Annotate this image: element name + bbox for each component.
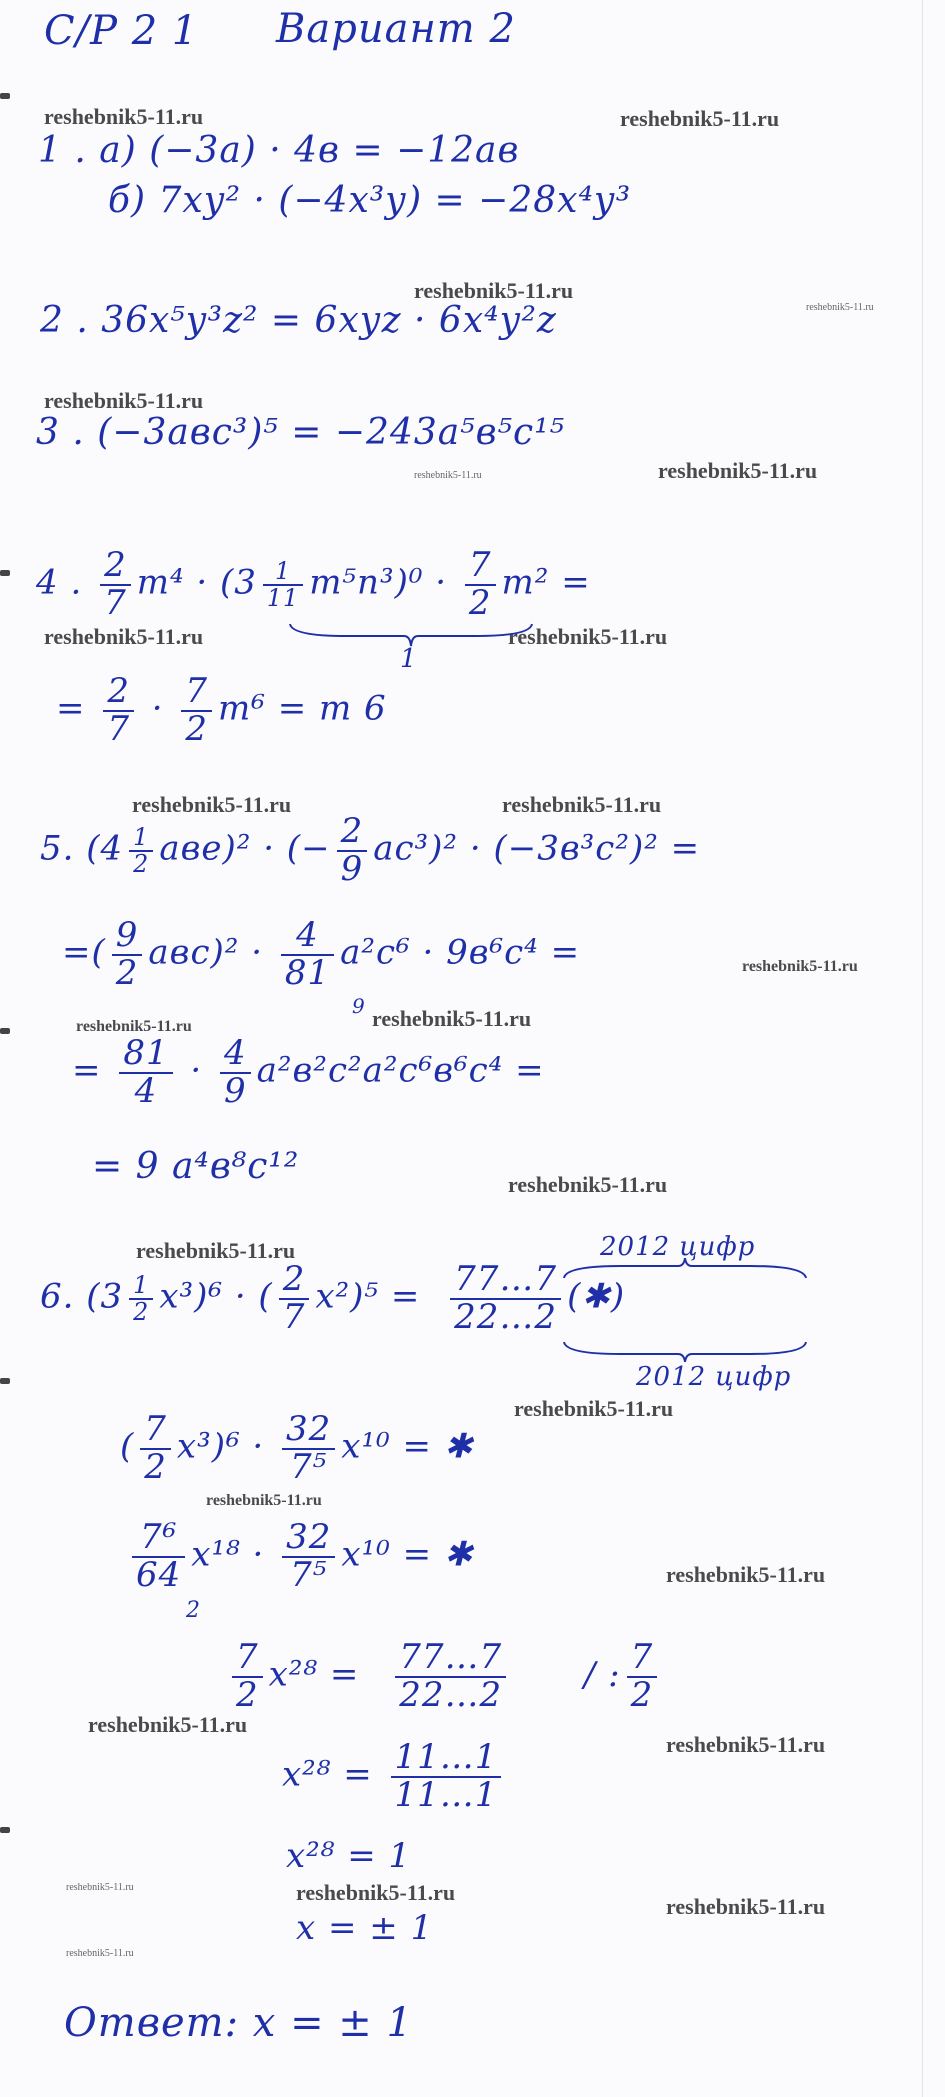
numerator: 7 xyxy=(627,1640,658,1678)
task5-line3 xyxy=(72,1033,545,1111)
denominator: 2 xyxy=(115,952,139,993)
denominator: 7 xyxy=(107,708,130,749)
watermark: reshebnik5-11.ru xyxy=(666,1562,826,1587)
watermark: reshebnik5-11.ru xyxy=(666,1894,826,1919)
task5-label: 5. xyxy=(40,828,75,869)
expression-part: х³)⁶ · xyxy=(176,1426,277,1467)
page-edge-line xyxy=(922,0,923,2097)
numerator: 2 xyxy=(100,548,131,586)
expression-part: = xyxy=(56,688,86,729)
denominator: 7⁵ xyxy=(290,1554,328,1595)
expression-part: х¹⁰ = ✱ xyxy=(341,1534,474,1575)
expression-part: ( xyxy=(120,1426,135,1467)
answer-line: Ответ: х = ± 1 xyxy=(64,2000,413,2046)
task1b-expression: 7ху² · (−4х³у) = −28х⁴у³ xyxy=(158,180,632,221)
expression-part: х²⁸ = xyxy=(268,1654,360,1695)
digit-fraction xyxy=(391,1737,502,1815)
watermark: reshebnik5-11.ru xyxy=(66,1882,134,1893)
watermark: reshebnik5-11.ru xyxy=(414,278,574,303)
denominator: 9 xyxy=(340,848,364,889)
numerator: 81 xyxy=(119,1036,172,1074)
denominator: 2 xyxy=(468,582,492,623)
watermark: reshebnik5-11.ru xyxy=(76,1018,192,1035)
denominator: 2 xyxy=(133,1297,150,1326)
denominator: 2 xyxy=(133,849,150,878)
underbrace xyxy=(560,1340,810,1362)
reduction-note: 9 xyxy=(352,994,366,1018)
division-mark: / : xyxy=(583,1654,621,1695)
task6-line6: х²⁸ = 1 xyxy=(286,1836,412,1876)
expression-part: m⁶ = m 6 xyxy=(218,688,387,729)
numerator: 1 xyxy=(263,559,303,586)
task1a-label: 1 . а) xyxy=(38,130,137,171)
task6-line5 xyxy=(282,1737,507,1815)
watermark: reshebnik5-11.ru xyxy=(806,302,874,313)
denominator: 81 xyxy=(284,952,331,993)
numerator: 32 xyxy=(282,1520,335,1558)
mixed-fraction xyxy=(129,822,153,878)
binding-mark xyxy=(0,1028,10,1034)
task6-line3 xyxy=(126,1517,474,1595)
task5-line1 xyxy=(40,811,701,889)
numerator: 32 xyxy=(282,1412,335,1450)
task4-line1 xyxy=(36,545,591,623)
expression-part: х¹⁸ · xyxy=(191,1534,277,1575)
binding-mark xyxy=(0,570,10,576)
binding-mark xyxy=(0,1378,10,1384)
numerator: 7 xyxy=(181,674,212,712)
digit-note-top: 2012 цифр xyxy=(600,1232,756,1262)
watermark: reshebnik5-11.ru xyxy=(136,1238,296,1263)
equation-mark: (✱) xyxy=(567,1276,626,1317)
task4-label: 4 . xyxy=(36,562,83,603)
expression-part: · xyxy=(178,1050,215,1091)
digit-fraction xyxy=(450,1259,561,1337)
expression-part: = xyxy=(72,1050,102,1091)
expression-part: х¹⁰ = ✱ xyxy=(341,1426,474,1467)
numerator: 1 xyxy=(129,1273,153,1300)
fraction xyxy=(627,1637,658,1715)
denominator: 64 xyxy=(136,1554,182,1595)
task6-line4 xyxy=(226,1637,663,1715)
watermark: reshebnik5-11.ru xyxy=(372,1006,532,1031)
denominator: 7 xyxy=(282,1296,306,1337)
expression-part: (3 xyxy=(86,1276,124,1317)
watermark: reshebnik5-11.ru xyxy=(88,1712,248,1737)
fraction xyxy=(140,1409,171,1487)
denominator: 7⁵ xyxy=(290,1446,328,1487)
digit-note-bottom: 2012 цифр xyxy=(636,1362,792,1392)
expression-part: а²в²с²а²с⁶в⁶с⁴ = xyxy=(256,1050,545,1091)
fraction xyxy=(282,1517,335,1595)
expression-part: m⁵n³)⁰ · xyxy=(309,562,459,603)
expression-part: х²⁸ = xyxy=(282,1754,373,1795)
denominator: 22…2 xyxy=(454,1296,558,1337)
denominator: 4 xyxy=(134,1070,158,1111)
numerator: 11…1 xyxy=(391,1740,502,1778)
fraction xyxy=(232,1637,263,1715)
denominator: 2 xyxy=(144,1446,167,1487)
expression-part: х²)⁵ = xyxy=(315,1276,421,1317)
expression-part: m⁴ · xyxy=(136,562,220,603)
mixed-fraction xyxy=(129,1270,153,1326)
denominator: 2 xyxy=(630,1674,654,1715)
watermark: reshebnik5-11.ru xyxy=(132,792,292,817)
watermark: reshebnik5-11.ru xyxy=(414,470,482,481)
watermark: reshebnik5-11.ru xyxy=(620,106,780,131)
numerator: 4 xyxy=(281,918,334,956)
expression-part: m² = xyxy=(501,562,591,603)
binding-mark xyxy=(0,1827,10,1833)
denominator: 9 xyxy=(224,1070,247,1111)
fraction xyxy=(279,1259,310,1337)
expression-part: аве)² · (− xyxy=(159,828,331,869)
task1b-label: б) xyxy=(108,180,147,221)
expression-part: (4 xyxy=(86,828,124,869)
numerator: 4 xyxy=(220,1036,251,1074)
task6-line1 xyxy=(40,1259,626,1337)
watermark: reshebnik5-11.ru xyxy=(666,1732,826,1757)
numerator: 7⁶ xyxy=(132,1520,185,1558)
watermark: reshebnik5-11.ru xyxy=(66,1948,134,1959)
fraction xyxy=(132,1517,185,1595)
fraction xyxy=(112,915,143,993)
fraction xyxy=(119,1033,172,1111)
fraction xyxy=(281,915,334,993)
numerator: 7 xyxy=(232,1640,263,1678)
denominator: 2 xyxy=(236,1674,259,1715)
watermark: reshebnik5-11.ru xyxy=(44,104,204,129)
task3-line: 3 . (−3авс³)⁵ = −243а⁵в⁵с¹⁵ xyxy=(36,412,566,453)
expression-part: ас³)² · (−3в³с²)² = xyxy=(373,828,701,869)
task6-label: 6. xyxy=(40,1276,75,1317)
watermark: reshebnik5-11.ru xyxy=(658,458,818,483)
numerator: 2 xyxy=(103,674,134,712)
watermark: reshebnik5-11.ru xyxy=(206,1492,322,1509)
variant-title: Вариант 2 xyxy=(276,6,516,52)
task6-line7: х = ± 1 xyxy=(296,1908,434,1948)
numerator: 1 xyxy=(129,825,153,852)
fraction xyxy=(220,1033,251,1111)
fraction xyxy=(337,811,368,889)
binding-mark xyxy=(0,93,10,99)
fraction xyxy=(181,671,212,749)
watermark: reshebnik5-11.ru xyxy=(296,1880,456,1905)
numerator: 9 xyxy=(112,918,143,956)
task1a-expression: (−3а) · 4в = −12ав xyxy=(149,130,520,171)
numerator: 7 xyxy=(465,548,496,586)
denominator: 11 xyxy=(266,583,300,612)
watermark: reshebnik5-11.ru xyxy=(742,958,858,975)
reduction-note: 2 xyxy=(186,1598,201,1623)
numerator: 7 xyxy=(140,1412,171,1450)
numerator: 77…7 xyxy=(450,1262,561,1300)
task4-line2 xyxy=(56,671,387,749)
task5-line2 xyxy=(62,915,581,993)
denominator: 11…1 xyxy=(394,1774,498,1815)
watermark: reshebnik5-11.ru xyxy=(502,792,662,817)
expression-part: авс)² · xyxy=(148,932,275,973)
task1a-line xyxy=(38,130,519,171)
expression-part: х³)⁶ · ( xyxy=(159,1276,273,1317)
mixed-fraction xyxy=(263,556,303,612)
expression-part: =( xyxy=(62,932,106,973)
fraction xyxy=(103,671,134,749)
fraction xyxy=(100,545,131,623)
denominator: 2 xyxy=(185,708,209,749)
watermark: reshebnik5-11.ru xyxy=(44,388,204,413)
digit-fraction xyxy=(395,1637,506,1715)
fraction xyxy=(465,545,496,623)
denominator: 22…2 xyxy=(399,1674,503,1715)
expression-part: · xyxy=(139,688,176,729)
watermark: reshebnik5-11.ru xyxy=(514,1396,674,1421)
task5-line4: = 9 а⁴в⁸с¹² xyxy=(92,1146,300,1187)
numerator: 2 xyxy=(279,1262,310,1300)
watermark: reshebnik5-11.ru xyxy=(508,1172,668,1197)
work-title: С/Р 2 1 xyxy=(44,8,199,54)
watermark: reshebnik5-11.ru xyxy=(44,624,204,649)
task6-line2 xyxy=(120,1409,474,1487)
watermark: reshebnik5-11.ru xyxy=(508,624,668,649)
numerator: 77…7 xyxy=(395,1640,506,1678)
denominator: 7 xyxy=(104,582,127,623)
task1b-line xyxy=(108,180,631,221)
numerator: 2 xyxy=(337,814,368,852)
fraction xyxy=(282,1409,335,1487)
expression-part: (3 xyxy=(220,562,257,603)
expression-part: а²с⁶ · 9в⁶с⁴ = xyxy=(340,932,581,973)
brace-label: 1 xyxy=(400,644,418,674)
task2-line: 2 . 36х⁵у³z² = 6хуz · 6х⁴у²z xyxy=(40,300,557,341)
